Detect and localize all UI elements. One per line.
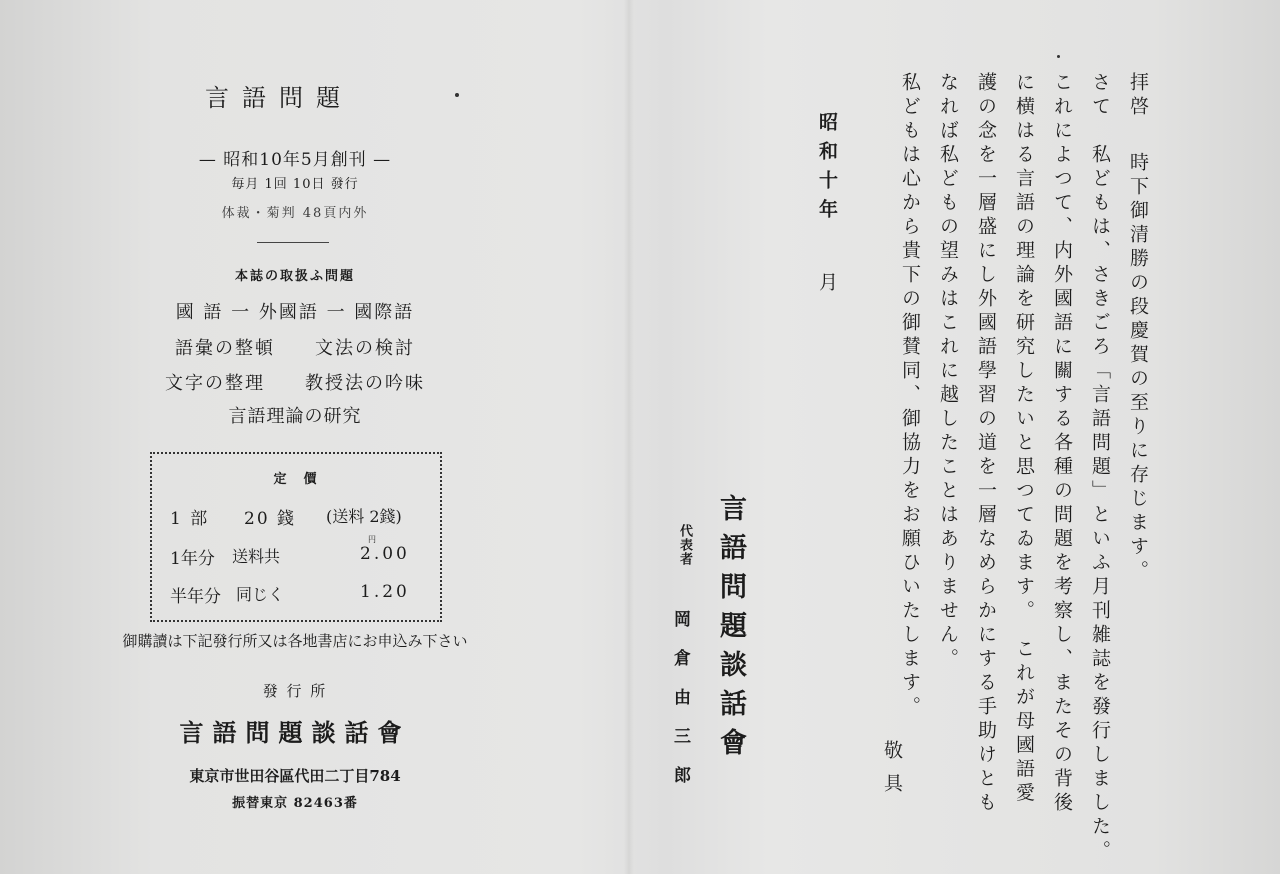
center-fold [624, 0, 634, 874]
topics-heading: 本誌の取扱ふ問題 [234, 269, 355, 284]
price-note: 同じく [236, 585, 285, 604]
price-term: 1 部 [170, 509, 210, 529]
publisher-address: 東京市世田谷區代田二丁目784 [189, 767, 401, 785]
format-line: 体裁・菊判 48頁内外 [221, 206, 369, 221]
yen-mark: 円 [368, 535, 376, 544]
price-term: 半年分 [170, 587, 221, 607]
price-heading: 定 價 [273, 472, 319, 487]
closing: 敬具 [881, 740, 903, 806]
representative-name: 岡倉由三郎 [670, 610, 690, 805]
topic-line: 語彙の整頓 文法の検討 [175, 338, 415, 359]
price-box [150, 452, 442, 622]
divider [257, 242, 329, 243]
letter-column: 私どもは心から貴下の御賛同、御協力をお願ひいたします。 [899, 72, 921, 720]
letter-column: なれば私どもの望みはこれに越したことはありません。 [937, 72, 959, 672]
letter-column: 拝啓 [1127, 72, 1149, 120]
publisher-name: 言語問題談話會 [179, 718, 411, 747]
price-note: 送料共 [232, 547, 281, 566]
founded-line: — 昭和10年5月創刊 — [198, 150, 392, 170]
publisher-label: 發 行 所 [262, 682, 328, 700]
frequency-line: 毎月 1回 10日 發行 [231, 177, 359, 192]
stray-mark [455, 93, 459, 97]
letter-column: さて 私どもは、さきごろ「言語問題」といふ月刊雑誌を發行しました。 [1089, 72, 1111, 864]
price-amount: (送料 2錢) [326, 507, 402, 526]
letter-column: これによつて、内外國語に關する各種の問題を考察し、またその背後 [1051, 72, 1073, 816]
letter-column: に横はる言語の理論を研究したいと思つてゐます。 これが母國語愛 [1013, 72, 1035, 807]
magazine-title: 言語問題 [205, 84, 353, 112]
topic-line: 言語理論の研究 [228, 406, 362, 427]
topic-line: 文字の整理 教授法の吟味 [165, 373, 425, 394]
representative-label: 代表者 [677, 524, 692, 566]
letter-month: 月 [816, 272, 838, 296]
price-note: 20 錢 [244, 509, 297, 529]
publisher-account: 振替東京 82463番 [232, 796, 358, 811]
letter-column: 時下御清勝の段慶賀の至りに存じます。 [1127, 128, 1149, 584]
price-term: 1年分 [170, 549, 215, 569]
order-note: 御購讀は下記發行所又は各地書店にお申込み下さい [122, 632, 468, 650]
price-amount: 2.00 [360, 544, 410, 564]
letter-column: 護の念を一層盛にし外國語學習の道を一層なめらかにする手助けとも [975, 72, 997, 816]
topic-line: 國 語 一 外國語 一 國際語 [175, 302, 415, 323]
price-amount: 1.20 [360, 582, 410, 602]
organization-name: 言語問題談話會 [715, 494, 746, 767]
stray-mark [1057, 55, 1060, 58]
letter-date: 昭和十年 [816, 112, 838, 228]
